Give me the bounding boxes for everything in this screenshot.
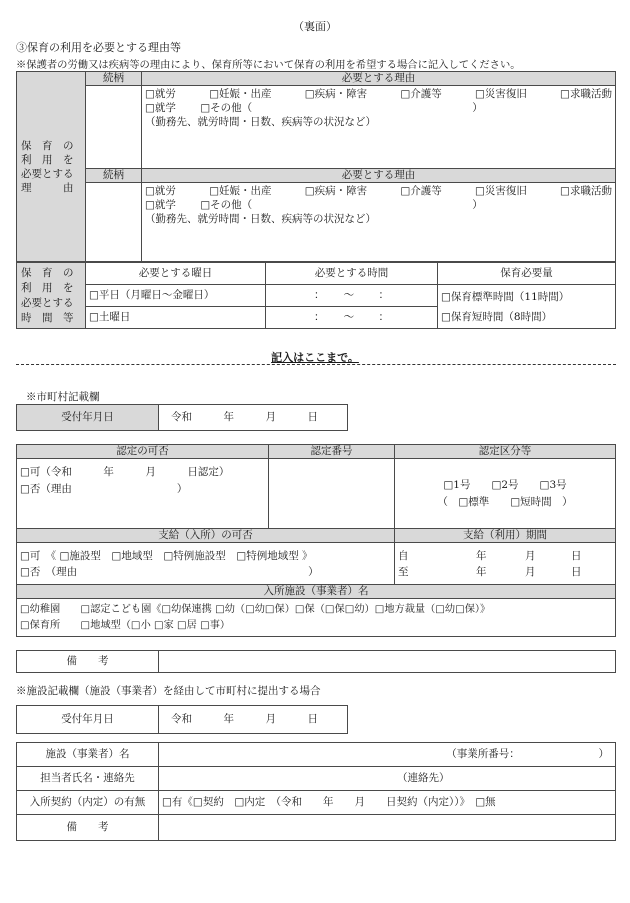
reason-header-2: 必要とする理由 [142,169,616,183]
municipal-received [16,404,348,431]
reason-table [16,71,616,262]
saturday-checkbox[interactable]: □土曜日 [86,307,266,329]
contact-value: （連絡先） [397,771,450,784]
contact-label: 担当者氏名・連絡先 [17,767,159,791]
cert-header: 認定の可否 [17,445,269,459]
municipal-remarks-cell[interactable] [159,651,616,673]
facility-received-label: 受付年月日 [17,706,159,734]
cert-number-cell[interactable] [269,459,395,529]
received-value[interactable]: 令和 年 月 日 [159,405,348,431]
saturday-time[interactable]: ： ～ ： [266,307,438,329]
reason-options-2[interactable]: □就労 □妊娠・出産 □疾病・障害 □介護等 □災害復旧 □求職活動 □就学 □その他（ ） （勤務先、就労時間・日数、疾病等の状況など） [142,183,616,262]
municipal-remarks [16,650,616,673]
period-header: 支給（利用）期間 [395,529,616,543]
facility-received-value[interactable]: 令和 年 月 日 [159,706,348,734]
cutoff-label: 記入はここまで。 [271,351,359,364]
contract-label: 入所契約（内定）の有無 [17,791,159,815]
cert-class-options[interactable]: □1号 □2号 □3号 （ □標準 □短時間 ） [395,459,616,529]
page-header: （裏面） [293,20,337,33]
office-number: （事業所番号： ） [446,747,609,760]
reason-side-label: 保 育 の 利 用 を 必要とする 理 由 [17,72,86,262]
facility-title: ※施設記載欄（施設（事業者）を経由して市町村に提出する場合 [16,685,321,697]
period-cell[interactable]: 自 年 月 日 至 年 月 日 [395,543,616,585]
facility-table [16,742,616,841]
reason-options-1[interactable]: □就労 □妊娠・出産 □疾病・障害 □介護等 □災害復旧 □求職活動 □就学 □その他（ ） （勤務先、就労時間・日数、疾病等の状況など） [142,86,616,169]
municipal-remarks-label: 備 考 [17,651,159,673]
cert-number-header: 認定番号 [269,445,395,459]
time-side-label: 保 育 の 利 用 を 必要とする 時 間 等 [17,263,86,329]
amount-header: 保育必要量 [438,263,616,285]
section3-note: ※保護者の労働又は疾病等の理由により、保育所等において保育の利用を希望する場合に記入してください。 [16,59,521,71]
relation-header: 続柄 [86,72,142,86]
relation-cell-2[interactable] [86,183,142,262]
facility-remarks-cell[interactable] [159,815,616,841]
weekday-time[interactable]: ： ～ ： [266,285,438,307]
received-label: 受付年月日 [17,405,159,431]
weekday-checkbox[interactable]: □平日（月曜日～金曜日） [86,285,266,307]
facility-name-cell[interactable] [159,743,616,767]
payment-options[interactable]: □可 《 □施設型 □地域型 □特例施設型 □特例地域型 》 □否 （理由 ） [17,543,395,585]
municipal-title: ※市町村記載欄 [26,391,100,403]
cert-options[interactable]: □可（令和 年 月 日認定） □否（理由 ） [17,459,269,529]
payment-header: 支給（入所）の可否 [17,529,395,543]
facility-name-label: 施設（事業者）名 [17,743,159,767]
time-table [16,262,616,329]
contract-options[interactable]: □有《□契約 □内定 （令和 年 月 日契約（内定））》 □無 [159,791,616,815]
time-header: 必要とする時間 [266,263,438,285]
cert-class-header: 認定区分等 [395,445,616,459]
section3-title: ③保育の利用を必要とする理由等 [16,41,181,54]
care-amount[interactable]: □保育標準時間（11時間） □保育短時間（8時間） [438,285,616,329]
contact-cell[interactable] [159,767,616,791]
relation-cell[interactable] [86,86,142,169]
certification-table [16,444,616,637]
day-header: 必要とする曜日 [86,263,266,285]
facility-remarks-label: 備 考 [17,815,159,841]
cutoff-line [16,364,616,365]
facility-received [16,705,348,734]
facility-options[interactable]: □幼稚園 □認定こども園《□幼保連携 □幼（□幼□保）□保（□保□幼）□地方裁量（□幼□保）》 □保育所 □地域型（□小 □家 □居 □事） [17,599,616,637]
facility-header: 入所施設（事業者）名 [17,585,616,599]
relation-header-2: 続柄 [86,169,142,183]
reason-header: 必要とする理由 [142,72,616,86]
